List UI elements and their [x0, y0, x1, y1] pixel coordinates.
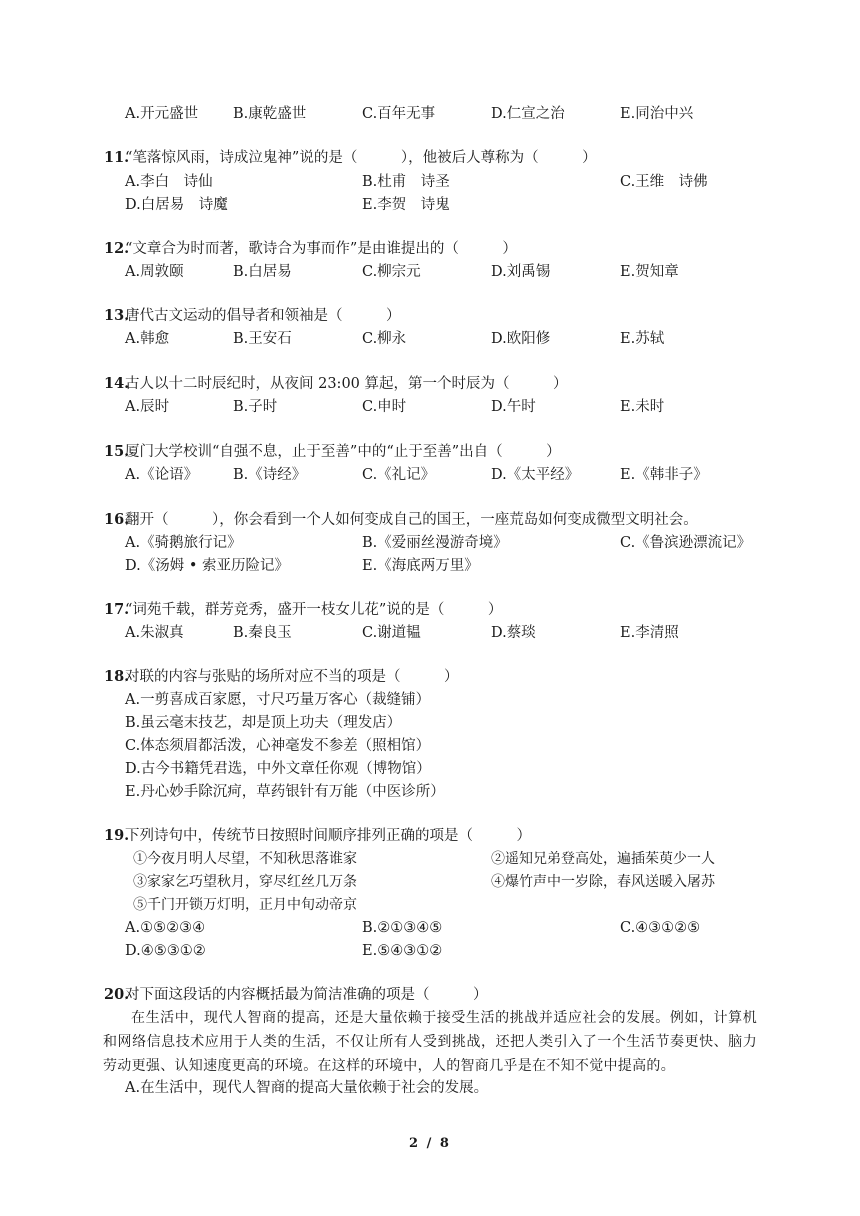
question-number: 15. — [104, 443, 130, 460]
question-20-passage: 在生活中，现代人智商的提高，还是大量依赖于接受生活的挑战并适应社会的发展。例如，计算机和网络信息技术应用于人类的生活，不仅让所有人受到挑战，还把人类引入了一个生活节奏更快、脑力劳动更强、认知速度更高的环境。在这样的环境中，人的智商几乎是在不知不觉中提高的。 — [103, 1010, 757, 1074]
question-text: 对下面这段话的内容概括最为简洁准确的项是（ ） — [125, 987, 488, 1003]
question-13-options — [0, 327, 860, 351]
question-16-options-row2 — [0, 554, 860, 578]
option-d: D.④⑤③①② — [125, 943, 206, 959]
question-19-options-row1 — [0, 916, 860, 940]
option-a: A.①⑤②③④ — [125, 920, 206, 936]
question-15-stem — [0, 440, 860, 464]
question-11-stem — [0, 146, 860, 170]
question-18-option-b — [0, 711, 860, 735]
question-12-options — [0, 260, 860, 284]
option-e: E.贺知章 — [620, 264, 679, 280]
question-number: 18. — [104, 668, 130, 685]
option-a: A.周敦颐 — [125, 264, 184, 280]
question-text: 唐代古文运动的倡导者和领袖是（ ） — [125, 308, 401, 324]
option-c: C.《礼记》 — [362, 467, 436, 483]
option-a: A.朱淑真 — [125, 625, 184, 641]
option-e: E.苏轼 — [620, 331, 665, 347]
option-c: C.谢道韫 — [362, 625, 421, 641]
option-b: B.子时 — [233, 399, 278, 415]
question-16-stem — [0, 508, 860, 532]
question-14-stem — [0, 372, 860, 396]
question-19-poems-row2 — [0, 870, 860, 894]
option-a: A.辰时 — [125, 399, 170, 415]
option-b: B.王安石 — [233, 331, 292, 347]
option-e: E.李清照 — [620, 625, 679, 641]
question-18-option-e — [0, 780, 860, 804]
option-b: B.②①③④⑤ — [362, 920, 443, 936]
option-b: B.虽云毫末技艺，却是顶上功夫（理发店） — [125, 715, 402, 731]
poem-line-2: ②遥知兄弟登高处，遍插茱萸少一人 — [491, 851, 715, 867]
question-17-options — [0, 621, 860, 645]
question-19-stem — [0, 824, 860, 848]
option-c: C.申时 — [362, 399, 407, 415]
question-text: “文章合为时而著，歌诗合为事而作”是由谁提出的（ ） — [125, 241, 517, 257]
question-17-stem — [0, 598, 860, 622]
question-19-poems-row1 — [0, 847, 860, 871]
option-a: A.韩愈 — [125, 331, 170, 347]
question-12-stem — [0, 237, 860, 261]
question-number: 13. — [104, 307, 130, 324]
option-e: E.李贺 诗鬼 — [362, 197, 450, 213]
option-b: B.康乾盛世 — [233, 106, 307, 122]
question-text: 古人以十二时辰纪时，从夜间 23:00 算起，第一个时辰为（ ） — [125, 376, 568, 392]
question-text: “笔落惊风雨，诗成泣鬼神”说的是（ ），他被后人尊称为（ ） — [125, 150, 597, 166]
option-c: C.王维 诗佛 — [620, 174, 708, 190]
option-d: D.《汤姆 • 索亚历险记》 — [125, 558, 289, 574]
question-20-stem — [0, 983, 860, 1007]
option-d: D.白居易 诗魔 — [125, 197, 228, 213]
question-11-options-row1 — [0, 170, 860, 194]
question-13-stem — [0, 304, 860, 328]
option-b: B.《诗经》 — [233, 467, 307, 483]
question-text: 对联的内容与张贴的场所对应不当的项是（ ） — [125, 669, 459, 685]
question-18-option-a — [0, 688, 860, 712]
poem-line-5: ⑤千门开锁万灯明，正月中旬动帝京 — [133, 897, 357, 913]
option-d: D.蔡琰 — [491, 625, 536, 641]
option-d: D.午时 — [491, 399, 536, 415]
question-number: 12. — [104, 240, 130, 257]
question-14-options — [0, 395, 860, 419]
question-text: 翻开（ ），你会看到一个人如何变成自己的国王，一座荒岛如何变成微型文明社会。 — [125, 512, 698, 528]
option-e: E.《海底两万里》 — [362, 558, 479, 574]
option-e: E.丹心妙手除沉疴，草药银针有万能（中医诊所） — [125, 784, 445, 800]
question-number: 19. — [104, 827, 130, 844]
question-19-options-row2 — [0, 939, 860, 963]
option-e: E.未时 — [620, 399, 665, 415]
option-a: A.李白 诗仙 — [125, 174, 213, 190]
question-text: 下列诗句中，传统节日按照时间顺序排列正确的项是（ ） — [125, 828, 531, 844]
option-a: A.《论语》 — [125, 467, 199, 483]
option-e: E.《韩非子》 — [620, 467, 708, 483]
option-e: E.同治中兴 — [620, 106, 694, 122]
option-d: D.古今书籍凭君选，中外文章任你观（博物馆） — [125, 761, 431, 777]
question-number: 20. — [104, 986, 130, 1003]
question-text: 厦门大学校训“自强不息，止于至善”中的“止于至善”出自（ ） — [125, 444, 561, 460]
option-b: B.白居易 — [233, 264, 292, 280]
option-c: C.《鲁滨逊漂流记》 — [620, 535, 752, 551]
question-15-options — [0, 463, 860, 487]
option-a: A.一剪喜成百家愿，寸尺巧量万客心（裁缝铺） — [125, 692, 431, 708]
question-number: 16. — [104, 511, 130, 528]
option-a: A.开元盛世 — [125, 106, 199, 122]
question-18-option-c — [0, 734, 860, 758]
question-18-stem — [0, 665, 860, 689]
option-e: E.⑤④③①② — [362, 943, 443, 959]
option-c: C.柳永 — [362, 331, 407, 347]
option-d: D.《太平经》 — [491, 467, 580, 483]
option-a: A.《骑鹅旅行记》 — [125, 535, 242, 551]
poem-line-3: ③家家乞巧望秋月，穿尽红丝几万条 — [133, 874, 357, 890]
question-18-option-d — [0, 757, 860, 781]
question-19-poems-row3 — [0, 893, 860, 917]
option-d: D.欧阳修 — [491, 331, 551, 347]
poem-line-4: ④爆竹声中一岁除，春风送暖入屠苏 — [491, 874, 715, 890]
option-b: B.秦良玉 — [233, 625, 292, 641]
question-16-options-row1 — [0, 531, 860, 555]
option-c: C.百年无事 — [362, 106, 436, 122]
option-d: D.仁宣之治 — [491, 106, 565, 122]
option-c: C.柳宗元 — [362, 264, 421, 280]
question-10-options — [0, 102, 860, 126]
question-number: 14. — [104, 375, 130, 392]
option-c: C.④③①②⑤ — [620, 920, 701, 936]
option-a: A.在生活中，现代人智商的提高大量依赖于社会的发展。 — [125, 1080, 489, 1096]
poem-line-1: ①今夜月明人尽望，不知秋思落谁家 — [133, 851, 357, 867]
question-text: “词苑千载，群芳竞秀，盛开一枝女儿花”说的是（ ） — [125, 602, 503, 618]
question-11-options-row2 — [0, 193, 860, 217]
option-b: B.《爱丽丝漫游奇境》 — [362, 535, 508, 551]
option-c: C.体态须眉都活泼，心神毫发不参差（照相馆） — [125, 738, 431, 754]
question-number: 17. — [104, 601, 130, 618]
option-d: D.刘禹锡 — [491, 264, 551, 280]
question-20-option-a — [0, 1076, 860, 1100]
option-b: B.杜甫 诗圣 — [362, 174, 450, 190]
question-number: 11. — [104, 149, 130, 166]
page-number: 2 / 8 — [409, 1136, 451, 1151]
